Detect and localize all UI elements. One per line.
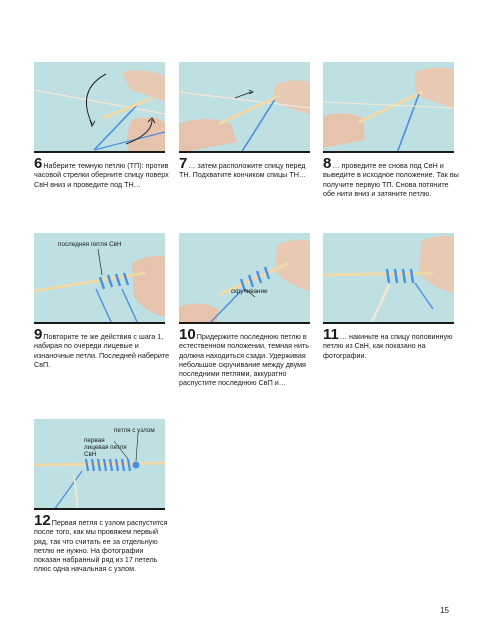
step-number: 10 xyxy=(179,326,196,343)
photo-step-6 xyxy=(34,62,165,153)
callout-first-knit-loop-text: первая лицевая петля СвН xyxy=(84,437,127,458)
callout-first-knit-loop xyxy=(84,437,130,458)
step-8-caption xyxy=(323,155,459,198)
photo-step-11 xyxy=(323,233,454,324)
step-6-caption xyxy=(34,155,170,189)
step-number: 12 xyxy=(34,512,51,529)
step-number: 8 xyxy=(323,155,332,172)
callout-twist: скручивание xyxy=(231,288,268,295)
callout-last-loop: последняя петля СвН xyxy=(58,241,122,248)
step-number: 6 xyxy=(34,155,43,172)
step-text: … проведите ее снова под СвН и выведите в исходное положение. Так вы получите первую ТП. Снова потяните обе нити вниз и затяните петлю. xyxy=(323,161,459,198)
step-number: 9 xyxy=(34,326,43,343)
step-text: … накиньте на спицу половинную петлю из СвН, как показано на фотографии. xyxy=(323,332,453,360)
step-number: 11 xyxy=(323,326,339,343)
step-11-caption xyxy=(323,326,459,360)
step-7-caption xyxy=(179,155,315,180)
step-12-caption xyxy=(34,512,170,574)
step-text: Первая петля с узлом распустится после того, как мы провяжем первый ряд, так что считать ее за отдельную петлю не нужно. На фотографии показан набранный ряд из 17 петель плюс одна начальная с узлом. xyxy=(34,518,168,574)
callout-knot-loop: петля с узлом xyxy=(114,427,155,434)
photo-step-7 xyxy=(179,62,310,153)
page-number: 15 xyxy=(440,606,449,615)
step-10-caption xyxy=(179,326,315,388)
step-text: Повторите те же действия с шага 1, набирая по очереди лицевые и изнаночные петли. Последней наберите СвП. xyxy=(34,332,170,369)
photo-step-9 xyxy=(34,233,165,324)
step-text: … затем расположите спицу перед ТН. Подхватите кончиком спицы ТН… xyxy=(179,161,307,180)
photo-step-8 xyxy=(323,62,454,153)
photo-step-12 xyxy=(34,419,165,510)
step-text: Придержите последнюю петлю в естественном положении, темная нить должна находиться сзади. Удерживая небольшое скручивание между двумя последними петлями, аккуратно распустите последнюю СвП и… xyxy=(179,332,310,388)
step-9-caption xyxy=(34,326,170,369)
step-text: Наберите темную петлю (ТП): против часовой стрелки оберните спицу поверх СвН вниз и проведите под ТН… xyxy=(34,161,169,189)
step-number: 7 xyxy=(179,155,188,172)
photo-step-10 xyxy=(179,233,310,324)
